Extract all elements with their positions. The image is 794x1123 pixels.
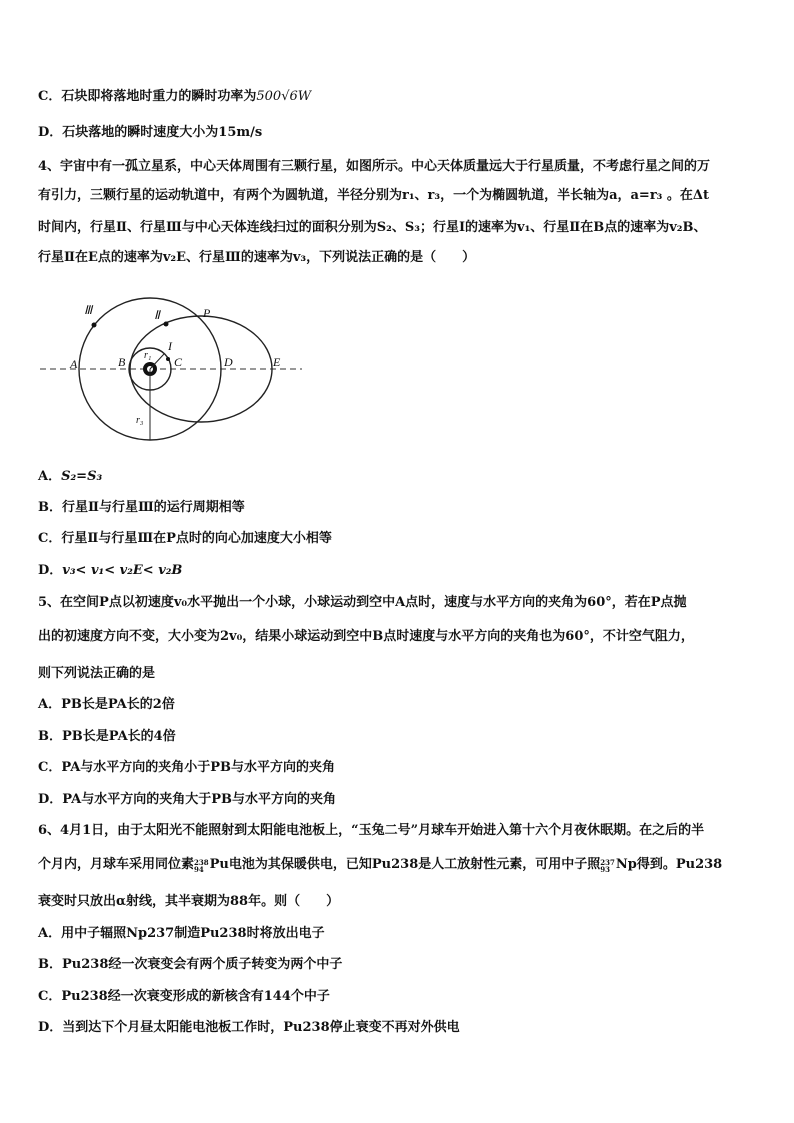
q4-option-a: A．S₂=S₃ [38, 469, 103, 484]
q6-option-c: C．Pu238经一次衰变形成的新核含有144个中子 [38, 989, 330, 1004]
np-symbol: Np [615, 857, 637, 872]
option-text: 石块落地的瞬时速度大小为15m/s [62, 125, 263, 140]
label-ii: Ⅱ [154, 308, 160, 322]
q6-option-d: D．当到达下个月昼太阳能电池板工作时，Pu238停止衰变不再对外供电 [38, 1020, 460, 1035]
q5-stem-line-3: 则下列说法正确的是 [38, 666, 156, 681]
planet-ii [164, 322, 169, 327]
question-number: 4、 [38, 159, 61, 174]
label-iii: Ⅲ [84, 303, 93, 317]
q5-stem-line-1: 5、在空间P点以初速度v₀水平抛出一个小球，小球运动到空中A点时，速度与水平方向的夹角为60°，若在P点抛 [38, 595, 687, 610]
r1-line [150, 354, 164, 369]
q6-option-a: A．用中子辐照Np237制造Pu238时将放出电子 [38, 926, 325, 941]
label-r3: r₃ [136, 415, 144, 426]
label-r1: r₁ [144, 350, 152, 361]
option-label: C． [38, 89, 62, 104]
option-label: D． [38, 125, 63, 140]
question-number: 6、 [38, 823, 61, 838]
q6-stem-line-1: 6、4月1日，由于太阳光不能照射到太阳能电池板上，“玉兔二号”月球车开始进入第十六个月夜休眠期。在之后的半 [38, 823, 705, 838]
q5-option-c: C．PA与水平方向的夹角小于PB与水平方向的夹角 [38, 760, 336, 775]
q3-option-c [38, 88, 311, 106]
q4-option-d: D．v₃< v₁< v₂E< v₂B [38, 563, 183, 578]
question-number: 5、 [38, 595, 61, 610]
q6-stem-line-2: 个月内，月球车采用同位素 238 94 Pu电池为其保暖供电，已知Pu238是人工放射性元素，可用中子照 237 93 Np得到。Pu238 [38, 857, 723, 874]
label-a: A [70, 357, 78, 371]
q4-stem-line-4: 行星Ⅱ在E点的速率为v₂E、行星Ⅲ的速率为v₃，下列说法正确的是（ ） [38, 250, 476, 265]
q5-stem-line-2: 出的初速度方向不变，大小变为2v₀，结果小球运动到空中B点时速度与水平方向的夹角也为60°，不计空气阻力， [38, 629, 694, 644]
q4-option-c: C．行星Ⅱ与行星Ⅲ在P点时的向心加速度大小相等 [38, 531, 332, 546]
q4-stem-line-1: 4、宇宙中有一孤立星系，中心天体周围有三颗行星，如图所示。中心天体质量远大于行星质量，不考虑行星之间的万 [38, 159, 711, 174]
planet-i [166, 357, 170, 361]
q4-stem-line-2: 有引力，三颗行星的运动轨道中，有两个为圆轨道，半径分别为r₁、r₃，一个为椭圆轨道，半长轴为a，a=r₃ 。在Δt [38, 188, 709, 203]
power-value: 500√6W [256, 89, 312, 104]
np-nuclide-numbers: 237 93 [600, 858, 615, 874]
q5-option-a: A．PB长是PA长的2倍 [38, 697, 175, 712]
label-b: B [118, 355, 126, 369]
q6-option-b: B．Pu238经一次衰变会有两个质子转变为两个中子 [38, 957, 343, 972]
q3-option-d [38, 124, 262, 142]
label-d: D [224, 355, 233, 369]
orbit-diagram [40, 292, 310, 452]
pu-symbol: Pu [209, 857, 229, 872]
q5-option-b: B．PB长是PA长的4倍 [38, 729, 176, 744]
label-c: C [174, 355, 183, 369]
pu-nuclide-numbers: 238 94 [194, 858, 209, 874]
q6-stem-line-3: 衰变时只放出α射线，其半衰期为88年。则（ ） [38, 894, 340, 909]
label-i: I [168, 339, 172, 353]
planet-iii [92, 323, 97, 328]
label-p: P [203, 306, 211, 320]
q4-option-b: B．行星Ⅱ与行星Ⅲ的运行周期相等 [38, 500, 245, 515]
q4-stem-line-3: 时间内，行星Ⅱ、行星Ⅲ与中心天体连线扫过的面积分别为S₂、S₃；行星Ⅰ的速率为v₁、行星Ⅱ在B点的速率为v₂B、 [38, 220, 707, 235]
label-e: E [273, 355, 281, 369]
option-text: 石块即将落地时重力的瞬时功率为 [61, 89, 257, 104]
q5-option-d: D．PA与水平方向的夹角大于PB与水平方向的夹角 [38, 792, 336, 807]
